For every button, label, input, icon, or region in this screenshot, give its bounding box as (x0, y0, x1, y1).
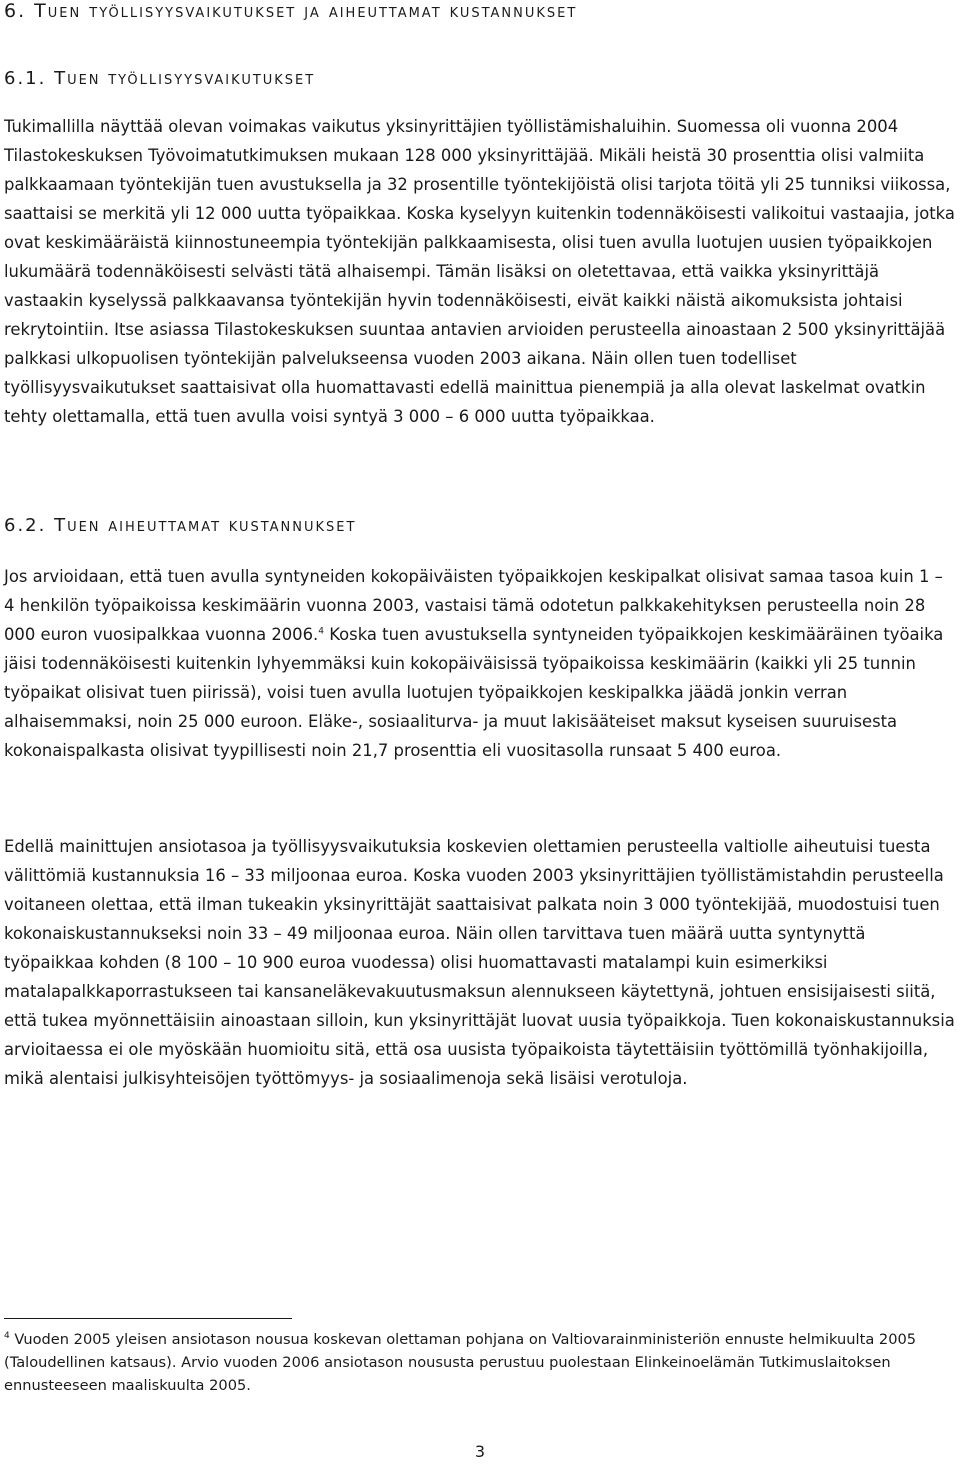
paragraph-costs-salary (4, 562, 956, 765)
section-heading: 6. Tuen työllisyysvaikutukset ja aiheuttamat kustannukset (4, 0, 578, 22)
footnote (4, 1328, 954, 1397)
footnote-text: Vuoden 2005 yleisen ansiotason nousua koskevan olettaman pohjana on Valtiovarainministeriön ennuste helmikuulta 2005 (Taloudellinen katsaus). Arvio vuoden 2006 ansiotason noususta perustuu puolestaan Elinkeinoelämän Tutkimuslaitoksen ennusteeseen maaliskuulta 2005. (4, 1331, 917, 1394)
paragraph-costs-total: Edellä mainittujen ansiotasoa ja työllisyysvaikutuksia koskevien olettamien perusteella valtiolle aiheutuisi tuesta välittömiä kustannuksia 16 – 33 miljoonaa euroa. Koska vuoden 2003 yksinyrittäjien työllistämistahdin perusteella voitaneen olettaa, että ilman tukeakin yksinyrittäjät saattaisivat palkata noin 3 000 työntekijää, muodostuisi tuen kokonaiskustannukseksi noin 33 – 49 miljoonaa euroa. Näin ollen tarvittava tuen määrä uutta syntynyttä työpaikkaa kohden (8 100 – 10 900 euroa vuodessa) olisi huomattavasti matalampi kuin esimerkiksi matalapalkkaporrastukseen tai kansaneläkevakuutusmaksun alennukseen käytettynä, johtuen ensisijaisesti siitä, että tukea myönnettäisiin ainoastaan silloin, kun yksinyrittäjät luovat uusia työpaikkoja. Tuen kokonaiskustannuksia arvioitaessa ei ole myöskään huomioitu sitä, että osa uusista työpaikoista täytettäisiin työttömillä työnhakijoilla, mikä alentaisi julkisyhteisöjen työttömyys- ja sosiaalimenoja sekä lisäisi verotuloja. (4, 837, 955, 1088)
footnote-divider (4, 1318, 292, 1319)
subsection-heading-costs: 6.2. Tuen aiheuttamat kustannukset (4, 515, 357, 536)
footnote-marker: 4 (4, 1331, 10, 1342)
paragraph-text: Koska tuen avustuksella syntyneiden työpaikkojen keskimääräinen työaika jäisi todennäköisesti kuitenkin lyhyemmäksi kuin kokopäiväisissä työpaikoissa keskimäärin (kaikki yli 25 tunnin työpaikat olisivat tuen piirissä), voisi tuen avulla luotujen työpaikkojen keskipalkka jäädä jonkin verran alhaisemmaksi, noin 25 000 euroon. Eläke-, sosiaaliturva- ja muut lakisääteiset maksut kyseisen suuruisesta kokonaispalkasta olisivat tyypillisesti noin 21,7 prosenttia eli vuositasolla runsaat 5 400 euroa. (4, 625, 944, 760)
footnote-reference[interactable]: 4 (318, 626, 324, 637)
subsection-heading-employment-effects: 6.1. Tuen työllisyysvaikutukset (4, 68, 316, 89)
paragraph-text: Jos arvioidaan, että tuen avulla syntyneiden kokopäiväisten työpaikkojen keskipalkat olisivat samaa tasoa kuin 1 – 4 henkilön työpaikoissa keskimäärin vuonna 2003, vastaisi tämä odotetun palkkakehityksen perusteella noin 28 000 euron vuosipalkkaa vuonna 2006. (4, 567, 943, 644)
paragraph-employment-effects: Tukimallilla näyttää olevan voimakas vaikutus yksinyrittäjien työllistämishaluihin. Suomessa oli vuonna 2004 Tilastokeskuksen Työvoimatutkimuksen mukaan 128 000 yksinyrittäjää. Mikäli heistä 30 prosenttia olisi valmiita palkkaamaan työntekijän tuen avustuksella ja 32 prosentille työntekijöistä olisi tarjota töitä yli 25 tunniksi viikossa, saattaisi se merkitä yli 12 000 uutta työpaikkaa. Koska kyselyyn kuitenkin todennäköisesti valikoitui vastaajia, jotka ovat keskimääräistä kiinnostuneempia työntekijän palkkaamisesta, olisi tuen avulla luotujen uusien työpaikkojen lukumäärä todennäköisesti selvästi tätä alhaisempi. Tämän lisäksi on oletettavaa, että vaikka yksinyrittäjä vastaakin kyselyssä palkkaavansa työntekijän hyvin todennäköisesti, eivät kaikki näistä aikomuksista johtaisi rekrytointiin. Itse asiassa Tilastokeskuksen suuntaa antavien arvioiden perusteella ainoastaan 2 500 yksinyrittäjää palkkasi ulkopuolisen työntekijän palvelukseensa vuoden 2003 aikana. Näin ollen tuen todelliset työllisyysvaikutukset saattaisivat olla huomattavasti edellä mainittua pienempiä ja alla olevat laskelmat ovatkin tehty olettamalla, että tuen avulla voisi syntyä 3 000 – 6 000 uutta työpaikkaa. (4, 117, 955, 426)
page-number: 3 (474, 1442, 486, 1461)
